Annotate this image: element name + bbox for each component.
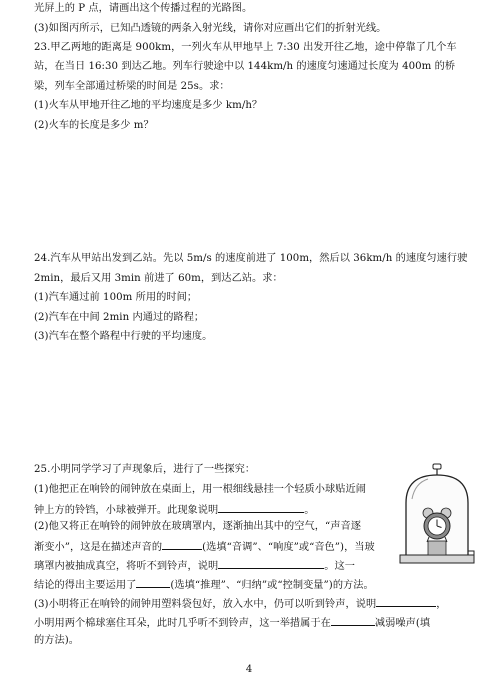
- q25-answer-blank-4[interactable]: [136, 577, 170, 588]
- q25-part3-text-b: ，: [436, 599, 447, 610]
- q25-part2-text-e: 结论的得出主要运用了: [34, 580, 137, 591]
- q25-part3-line-1: [34, 596, 478, 611]
- bell-jar-icon: [398, 463, 476, 567]
- q24-subquestion-3: (3)汽车在整个路程中行驶的平均速度。: [34, 331, 213, 342]
- q23-line-3: 梁，列车全部通过桥梁的时间是 25s。求：: [34, 81, 230, 92]
- q24-subquestion-1: (1)汽车通过前 100m 所用的时间；: [34, 292, 198, 303]
- page-number: 4: [245, 664, 253, 675]
- q24-line-1: 24.汽车从甲站出发到乙站。先以 5m/s 的速度前进了 100m，然后以 36km/h 的速度匀速行驶: [34, 253, 468, 264]
- q25-answer-blank-6[interactable]: [331, 615, 375, 626]
- q23-line-1: 23.甲乙两地的距离是 900km，一列火车从甲地早上 7:30 出发开往乙地，途中停靠了几个车: [34, 42, 457, 53]
- q25-part2-text-d: 。这一: [324, 561, 355, 572]
- q25-part3-line-3: 的方法)。: [34, 635, 79, 646]
- q25-part2-text-b: (选填“音调”、“响度”或“音色”)，当玻: [202, 542, 375, 553]
- q25-part1-end: 。: [304, 505, 315, 516]
- q24-line-2: 2min，最后又用 3min 前进了 60m，到达乙站。求：: [34, 273, 283, 284]
- q25-part3-text-c: 小明用两个棉球塞住耳朵，此时几乎听不到铃声，这一举措属于在: [34, 618, 331, 629]
- q25-part2-text-a: 渐变小”，这是在描述声音的: [34, 542, 163, 553]
- q23-subquestion-2: (2)火车的长度是多少 m？: [34, 120, 154, 131]
- q25-answer-blank-5[interactable]: [376, 596, 436, 607]
- q25-part2-text-f: (选填“推理”、“归纳”或“控制变量”)的方法。: [170, 580, 374, 591]
- q22-text-line: 光屏上的 P 点，请画出这个传播过程的光路图。: [34, 3, 253, 14]
- q25-part2-line-1: (2)他又将正在响铃的闹钟放在玻璃罩内，逐渐抽出其中的空气，“声音逐: [34, 521, 361, 532]
- q25-part2-line-4: [34, 577, 478, 592]
- bell-jar-alarm-clock-figure: [398, 463, 476, 567]
- q25-part1-text: 钟上方的铃铛，小球被弹开。此现象说明: [34, 505, 219, 516]
- q23-line-2: 站，在当日 16:30 到达乙地。列车行驶途中以 144km/h 的速度匀速通过长度为 400m 的桥: [34, 61, 456, 72]
- q22-part3-line: (3)如图丙所示，已知凸透镜的两条入射光线，请你对应画出它们的折射光线。: [34, 23, 387, 34]
- q25-intro: 25.小明同学学习了声现象后，进行了一些探究：: [34, 464, 256, 475]
- q25-part1-line-1: (1)他把正在响铃的闹钟放在桌面上，用一根细线悬挂一个轻质小球贴近闹: [34, 484, 366, 495]
- q25-part3-text-a: (3)小明将正在响铃的闹钟用塑料袋包好，放入水中，仍可以听到铃声，说明: [34, 599, 377, 610]
- q25-answer-blank-2[interactable]: [162, 539, 202, 550]
- q23-subquestion-1: (1)火车从甲地开往乙地的平均速度是多少 km/h？: [34, 100, 263, 111]
- q25-answer-blank-1[interactable]: [218, 502, 304, 513]
- q25-part2-text-c: 璃罩内被抽成真空，将听不到铃声，说明: [34, 561, 219, 572]
- q25-part3-text-d: 减弱噪声(填: [374, 618, 431, 629]
- q25-part3-line-2: [34, 615, 478, 630]
- q25-answer-blank-3[interactable]: [218, 558, 324, 569]
- q24-subquestion-2: (2)汽车在中间 2min 内通过的路程；: [34, 312, 205, 323]
